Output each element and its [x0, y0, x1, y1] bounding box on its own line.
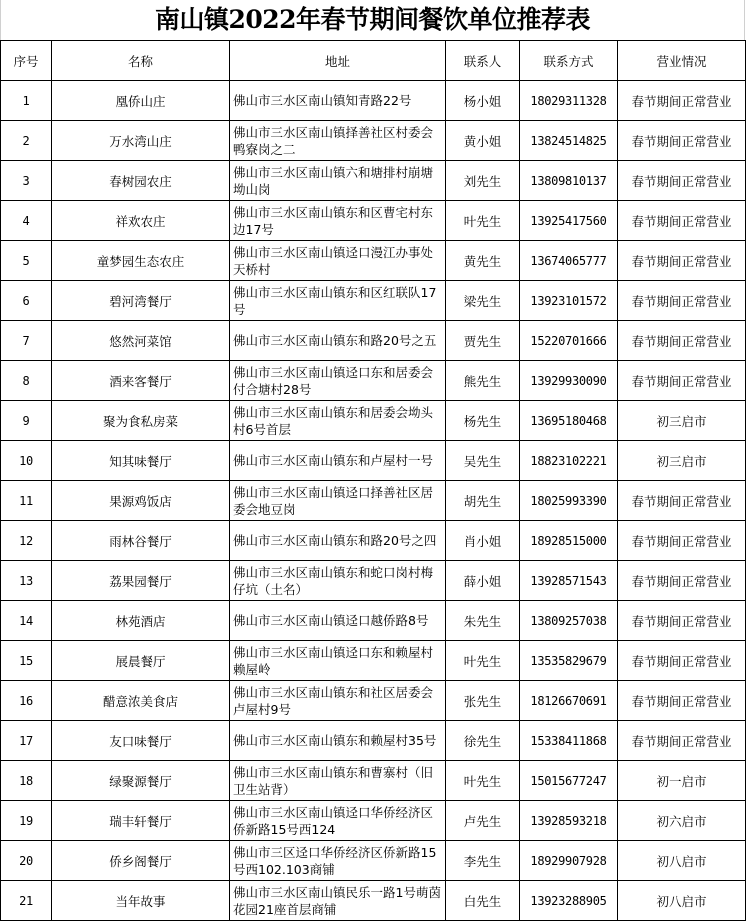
- cell-contact[interactable]: 叶先生: [446, 201, 520, 241]
- cell-phone[interactable]: 18929907928: [520, 841, 618, 881]
- cell-name[interactable]: 童梦园生态农庄: [52, 241, 230, 281]
- cell-index[interactable]: 8: [1, 361, 52, 401]
- cell-name[interactable]: 荔果园餐厅: [52, 561, 230, 601]
- cell-contact[interactable]: 卢先生: [446, 801, 520, 841]
- cell-status[interactable]: 春节期间正常营业: [618, 281, 746, 321]
- cell-address[interactable]: 佛山市三水区南山镇迳口东和赖屋村赖屋岭: [230, 641, 446, 681]
- table-row: [1, 361, 746, 401]
- cell-phone[interactable]: 13535829679: [520, 641, 618, 681]
- table-row: [1, 241, 746, 281]
- cell-index[interactable]: 3: [1, 161, 52, 201]
- cell-index[interactable]: 11: [1, 481, 52, 521]
- cell-address[interactable]: 佛山市三水区南山镇东和居委会坳头村6号首层: [230, 401, 446, 441]
- table-row: [1, 881, 746, 921]
- cell-name[interactable]: 绿聚源餐厅: [52, 761, 230, 801]
- cell-index[interactable]: 18: [1, 761, 52, 801]
- header-contact[interactable]: 联系人: [446, 41, 520, 81]
- cell-address[interactable]: 佛山市三水区南山镇民乐一路1号萌茵花园21座首层商铺: [230, 881, 446, 921]
- table-row: [1, 201, 746, 241]
- cell-address[interactable]: 佛山市三水区南山镇迳口漫江办事处天桥村: [230, 241, 446, 281]
- cell-index[interactable]: 17: [1, 721, 52, 761]
- cell-name[interactable]: 侨乡阁餐厅: [52, 841, 230, 881]
- cell-name[interactable]: 春树园农庄: [52, 161, 230, 201]
- table-row: [1, 561, 746, 601]
- cell-contact[interactable]: 徐先生: [446, 721, 520, 761]
- cell-phone[interactable]: 13824514825: [520, 121, 618, 161]
- cell-address[interactable]: 佛山市三水区南山镇东和路20号之四: [230, 521, 446, 561]
- cell-name[interactable]: 祥欢农庄: [52, 201, 230, 241]
- table-row: [1, 841, 746, 881]
- cell-phone[interactable]: 13925417560: [520, 201, 618, 241]
- cell-contact[interactable]: 胡先生: [446, 481, 520, 521]
- cell-status[interactable]: 初三启市: [618, 441, 746, 481]
- table-row: [1, 761, 746, 801]
- cell-status[interactable]: 春节期间正常营业: [618, 161, 746, 201]
- cell-phone[interactable]: 18126670691: [520, 681, 618, 721]
- table-row: [1, 121, 746, 161]
- cell-address[interactable]: 佛山市三水区南山镇择善社区村委会鸭寮岗之二: [230, 121, 446, 161]
- cell-contact[interactable]: 李先生: [446, 841, 520, 881]
- cell-contact[interactable]: 黄先生: [446, 241, 520, 281]
- cell-status[interactable]: 春节期间正常营业: [618, 721, 746, 761]
- cell-phone[interactable]: 13695180468: [520, 401, 618, 441]
- cell-contact[interactable]: 杨小姐: [446, 81, 520, 121]
- cell-status[interactable]: 春节期间正常营业: [618, 121, 746, 161]
- cell-status[interactable]: 春节期间正常营业: [618, 481, 746, 521]
- cell-address[interactable]: 佛山市三水区南山镇六和塘排村崩塘坳山岗: [230, 161, 446, 201]
- cell-name[interactable]: 知其味餐厅: [52, 441, 230, 481]
- header-phone[interactable]: 联系方式: [520, 41, 618, 81]
- cell-address[interactable]: 佛山市三水区南山镇东和区红联队17号: [230, 281, 446, 321]
- cell-status[interactable]: 春节期间正常营业: [618, 201, 746, 241]
- cell-address[interactable]: 佛山市三水区南山镇迳口华侨经济区侨新路15号西124: [230, 801, 446, 841]
- cell-name[interactable]: 凰侨山庄: [52, 81, 230, 121]
- cell-name[interactable]: 醋意浓美食店: [52, 681, 230, 721]
- cell-phone[interactable]: 13923101572: [520, 281, 618, 321]
- table-row: [1, 161, 746, 201]
- cell-contact[interactable]: 张先生: [446, 681, 520, 721]
- cell-address[interactable]: 佛山市三水区南山镇迳口东和居委会付合塘村28号: [230, 361, 446, 401]
- cell-index[interactable]: 19: [1, 801, 52, 841]
- cell-address[interactable]: 佛山市三水区南山镇东和蛇口岗村梅仔坑（土名）: [230, 561, 446, 601]
- table-row: [1, 601, 746, 641]
- cell-contact[interactable]: 黄小姐: [446, 121, 520, 161]
- cell-contact[interactable]: 白先生: [446, 881, 520, 921]
- cell-phone[interactable]: 13928593218: [520, 801, 618, 841]
- table-row: [1, 481, 746, 521]
- cell-phone[interactable]: 13929930090: [520, 361, 618, 401]
- restaurant-table: [0, 40, 746, 921]
- cell-status[interactable]: 春节期间正常营业: [618, 601, 746, 641]
- cell-phone[interactable]: 13928571543: [520, 561, 618, 601]
- cell-contact[interactable]: 叶先生: [446, 641, 520, 681]
- cell-name[interactable]: 酒来客餐厅: [52, 361, 230, 401]
- cell-index[interactable]: 20: [1, 841, 52, 881]
- cell-address[interactable]: 佛山市三水区南山镇东和赖屋村35号: [230, 721, 446, 761]
- cell-address[interactable]: 佛山市三水区南山镇东和社区居委会卢屋村9号: [230, 681, 446, 721]
- cell-status[interactable]: 春节期间正常营业: [618, 361, 746, 401]
- cell-address[interactable]: 佛山市三水区南山镇东和路20号之五: [230, 321, 446, 361]
- table-row: [1, 321, 746, 361]
- cell-status[interactable]: 春节期间正常营业: [618, 641, 746, 681]
- cell-name[interactable]: 雨林谷餐厅: [52, 521, 230, 561]
- cell-index[interactable]: 5: [1, 241, 52, 281]
- table-row: [1, 721, 746, 761]
- cell-address[interactable]: 佛山市三水区南山镇东和卢屋村一号: [230, 441, 446, 481]
- cell-contact[interactable]: 朱先生: [446, 601, 520, 641]
- cell-status[interactable]: 初六启市: [618, 801, 746, 841]
- cell-contact[interactable]: 杨先生: [446, 401, 520, 441]
- cell-phone[interactable]: 13674065777: [520, 241, 618, 281]
- cell-address[interactable]: 佛山市三水区南山镇东和曹寨村（旧卫生站背）: [230, 761, 446, 801]
- cell-status[interactable]: 春节期间正常营业: [618, 681, 746, 721]
- table-row: [1, 641, 746, 681]
- cell-contact[interactable]: 肖小姐: [446, 521, 520, 561]
- cell-address[interactable]: 佛山市三水区南山镇知青路22号: [230, 81, 446, 121]
- cell-index[interactable]: 7: [1, 321, 52, 361]
- table-row: [1, 281, 746, 321]
- cell-index[interactable]: 13: [1, 561, 52, 601]
- header-address[interactable]: 地址: [230, 41, 446, 81]
- cell-phone[interactable]: 18025993390: [520, 481, 618, 521]
- cell-index[interactable]: 9: [1, 401, 52, 441]
- cell-contact[interactable]: 薛小姐: [446, 561, 520, 601]
- table-body: [1, 81, 746, 921]
- cell-contact[interactable]: 刘先生: [446, 161, 520, 201]
- cell-phone[interactable]: 13923288905: [520, 881, 618, 921]
- cell-name[interactable]: 林苑酒店: [52, 601, 230, 641]
- cell-address[interactable]: 佛山市三水区南山镇迳口择善社区居委会地豆岗: [230, 481, 446, 521]
- cell-address[interactable]: 佛山市三区迳口华侨经济区侨新路15号西102.103商铺: [230, 841, 446, 881]
- cell-name[interactable]: 碧河湾餐厅: [52, 281, 230, 321]
- cell-phone[interactable]: 15220701666: [520, 321, 618, 361]
- cell-status[interactable]: 春节期间正常营业: [618, 561, 746, 601]
- cell-phone[interactable]: 13809257038: [520, 601, 618, 641]
- cell-name[interactable]: 瑞丰轩餐厅: [52, 801, 230, 841]
- cell-contact[interactable]: 吴先生: [446, 441, 520, 481]
- cell-index[interactable]: 10: [1, 441, 52, 481]
- cell-address[interactable]: 佛山市三水区南山镇迳口越侨路8号: [230, 601, 446, 641]
- cell-contact[interactable]: 贾先生: [446, 321, 520, 361]
- header-name[interactable]: 名称: [52, 41, 230, 81]
- cell-name[interactable]: 悠然河菜馆: [52, 321, 230, 361]
- cell-name[interactable]: 当年故事: [52, 881, 230, 921]
- cell-phone[interactable]: 18928515000: [520, 521, 618, 561]
- cell-status[interactable]: 春节期间正常营业: [618, 521, 746, 561]
- cell-phone[interactable]: 18823102221: [520, 441, 618, 481]
- cell-phone[interactable]: 15338411868: [520, 721, 618, 761]
- cell-status[interactable]: 初八启市: [618, 841, 746, 881]
- cell-index[interactable]: 6: [1, 281, 52, 321]
- cell-status[interactable]: 春节期间正常营业: [618, 241, 746, 281]
- cell-name[interactable]: 友口味餐厅: [52, 721, 230, 761]
- table-row: [1, 401, 746, 441]
- cell-name[interactable]: 聚为食私房菜: [52, 401, 230, 441]
- cell-index[interactable]: 12: [1, 521, 52, 561]
- cell-contact[interactable]: 熊先生: [446, 361, 520, 401]
- cell-address[interactable]: 佛山市三水区南山镇东和区曹宅村东边17号: [230, 201, 446, 241]
- cell-name[interactable]: 果源鸡饭店: [52, 481, 230, 521]
- header-row: [1, 41, 746, 81]
- cell-contact[interactable]: 叶先生: [446, 761, 520, 801]
- cell-status[interactable]: 初三启市: [618, 401, 746, 441]
- cell-phone[interactable]: 13809810137: [520, 161, 618, 201]
- cell-index[interactable]: 2: [1, 121, 52, 161]
- cell-phone[interactable]: 18029311328: [520, 81, 618, 121]
- cell-index[interactable]: 14: [1, 601, 52, 641]
- cell-status[interactable]: 春节期间正常营业: [618, 81, 746, 121]
- cell-status[interactable]: 春节期间正常营业: [618, 321, 746, 361]
- header-status[interactable]: 营业情况: [618, 41, 746, 81]
- cell-name[interactable]: 展晨餐厅: [52, 641, 230, 681]
- table-row: [1, 441, 746, 481]
- cell-phone[interactable]: 15015677247: [520, 761, 618, 801]
- cell-index[interactable]: 4: [1, 201, 52, 241]
- table-row: [1, 521, 746, 561]
- cell-index[interactable]: 1: [1, 81, 52, 121]
- cell-contact[interactable]: 梁先生: [446, 281, 520, 321]
- table-row: [1, 801, 746, 841]
- cell-status[interactable]: 初八启市: [618, 881, 746, 921]
- cell-index[interactable]: 16: [1, 681, 52, 721]
- table-row: [1, 681, 746, 721]
- page-title: 南山镇2022年春节期间餐饮单位推荐表: [0, 0, 745, 40]
- cell-index[interactable]: 15: [1, 641, 52, 681]
- header-index[interactable]: 序号: [1, 41, 52, 81]
- cell-name[interactable]: 万水湾山庄: [52, 121, 230, 161]
- cell-status[interactable]: 初一启市: [618, 761, 746, 801]
- table-row: [1, 81, 746, 121]
- cell-index[interactable]: 21: [1, 881, 52, 921]
